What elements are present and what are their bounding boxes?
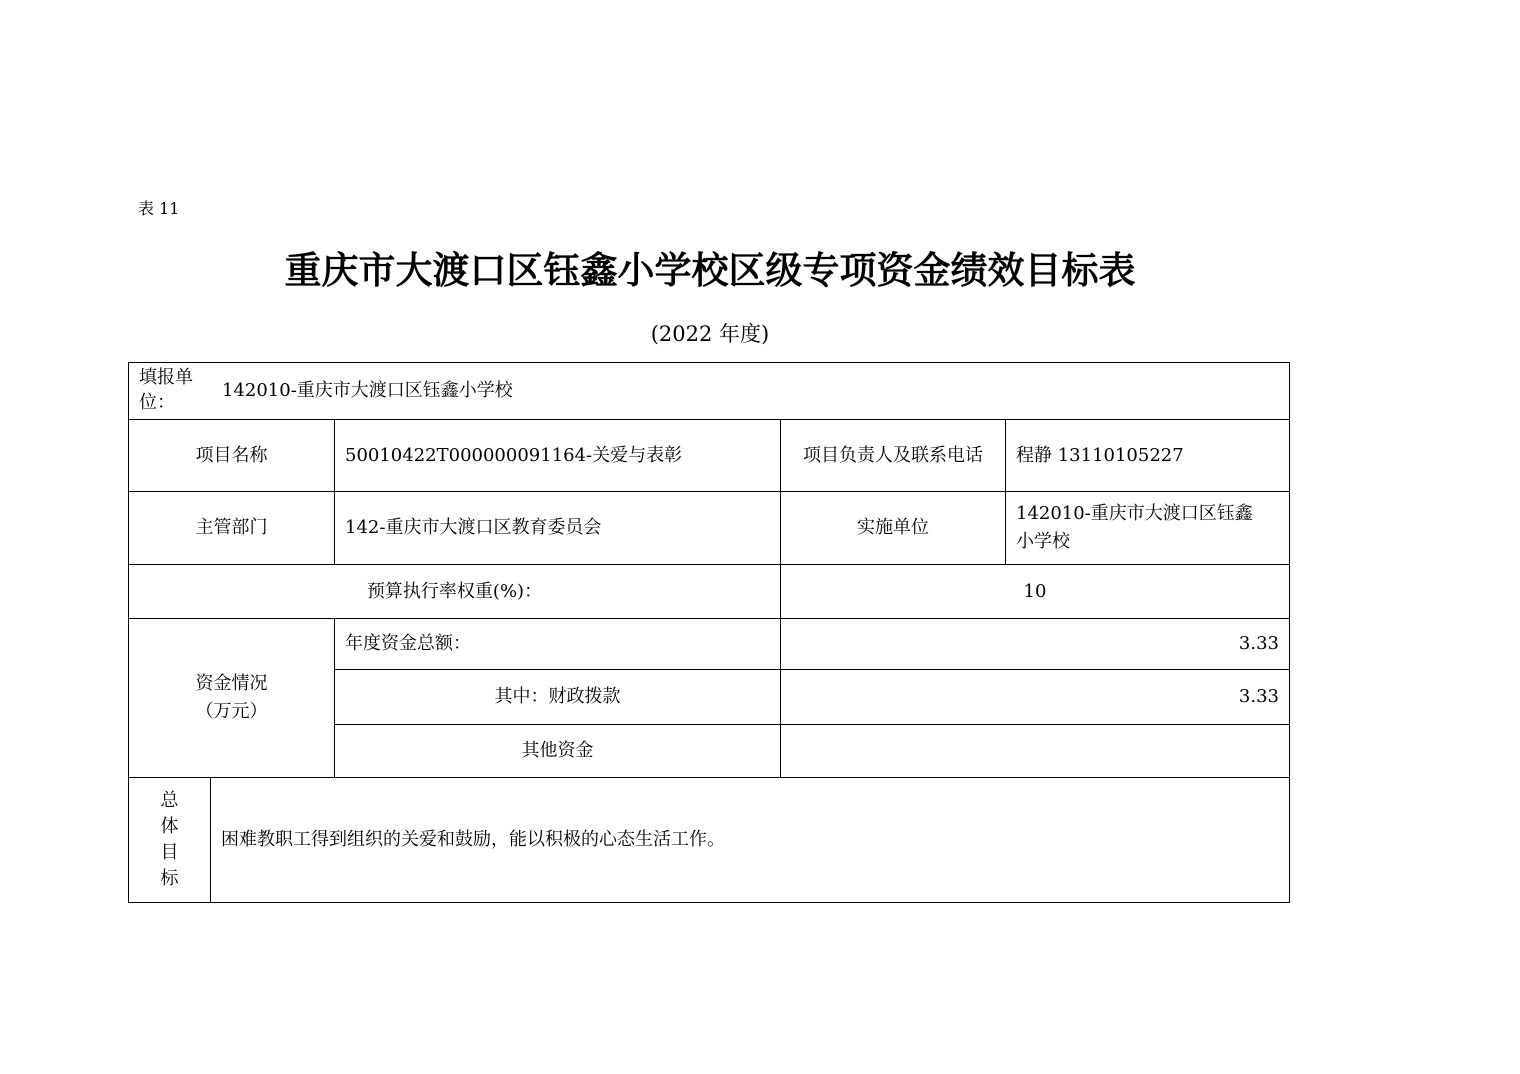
annual-total-label: 年度资金总额： <box>334 618 781 670</box>
table-number: 表 11 <box>138 199 180 218</box>
project-manager-label: 项目负责人及联系电话 <box>780 419 1006 492</box>
document-year: (2022 年度) <box>650 322 770 346</box>
annual-total-value: 3.33 <box>780 618 1290 670</box>
project-name-value: 50010422T000000091164-关爱与表彰 <box>334 419 781 492</box>
fiscal-allocation-label: 其中：财政拨款 <box>334 669 781 725</box>
funding-label: 资金情况 （万元） <box>128 618 335 778</box>
budget-weight-value: 10 <box>780 564 1290 619</box>
overall-goal-value: 困难教职工得到组织的关爱和鼓励，能以积极的心态生活工作。 <box>210 777 1290 903</box>
budget-weight-label: 预算执行率权重(%)： <box>128 564 781 619</box>
implementing-unit-label: 实施单位 <box>780 491 1006 565</box>
department-value: 142-重庆市大渡口区教育委员会 <box>334 491 781 565</box>
project-manager-value: 程静 13110105227 <box>1005 419 1290 492</box>
reporting-unit-value: 142010-重庆市大渡口区钰鑫小学校 <box>222 380 513 401</box>
performance-target-table <box>128 362 1290 903</box>
reporting-unit-label: 填报单 位： <box>139 367 193 413</box>
overall-goal-label-text <box>161 788 179 892</box>
project-name-label: 项目名称 <box>128 419 335 492</box>
goal-label-char: 标 <box>160 868 179 889</box>
goal-label-char: 总 <box>160 790 179 811</box>
goal-label-char: 体 <box>160 816 179 837</box>
overall-goal-label <box>128 777 211 903</box>
implementing-unit-value: 142010-重庆市大渡口区钰鑫 小学校 <box>1005 491 1290 565</box>
fiscal-allocation-value: 3.33 <box>780 669 1290 725</box>
other-funds-label: 其他资金 <box>334 724 781 778</box>
other-funds-value <box>780 724 1290 778</box>
department-label: 主管部门 <box>128 491 335 565</box>
goal-label-char: 目 <box>160 842 179 863</box>
document-title: 重庆市大渡口区钰鑫小学校区级专项资金绩效目标表 <box>284 249 1136 292</box>
reporting-unit-row <box>128 362 1290 420</box>
